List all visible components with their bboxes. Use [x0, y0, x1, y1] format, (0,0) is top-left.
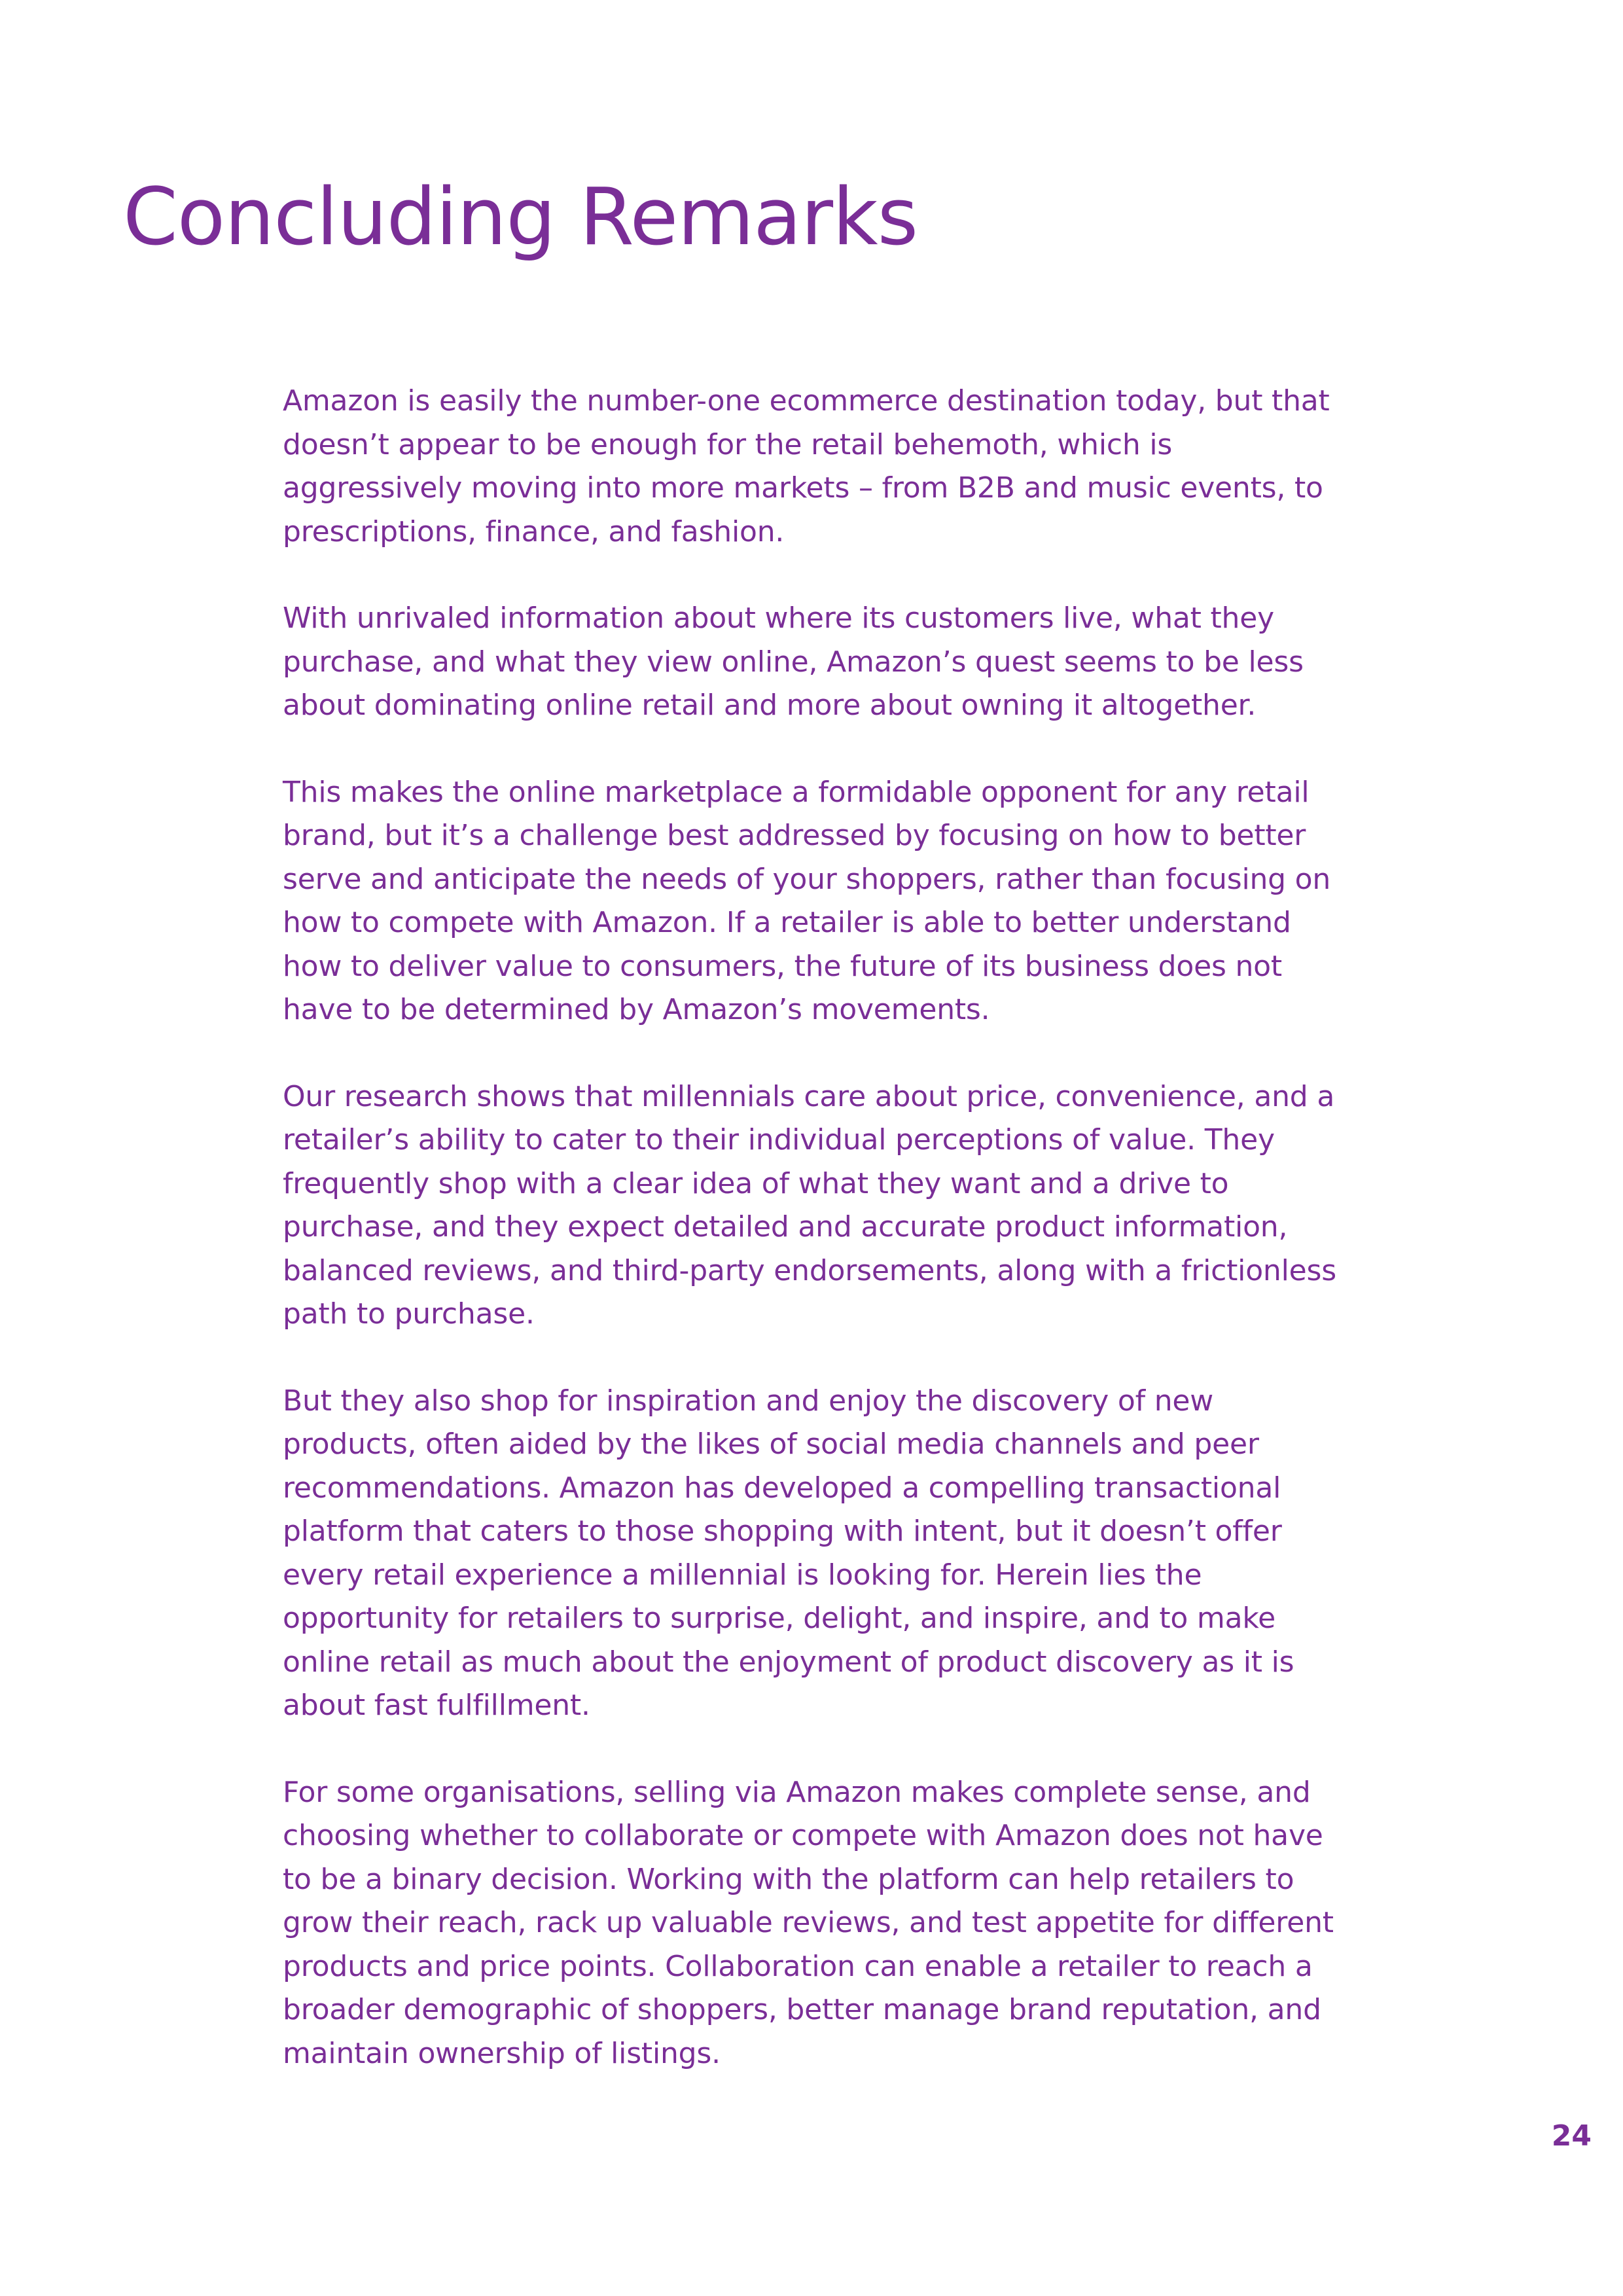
paragraph-collaborate-or-compete: For some organisations, selling via Amazon makes complete sense, and choosing whether to collaborate or compete with Amazon does not have to be a binary decision. Working with the platform can help retailers to grow their reach, rack up valuable reviews, and test appetite for different products and price points. Collaboration can enable a retailer to reach a broader demographic of shoppers, better manage brand reputation, and maintain ownership of listings. [283, 1775, 1334, 2070]
paragraph-millennial-research: Our research shows that millennials care about price, convenience, and a retailer’s ability to cater to their individual perceptions of value. They frequently shop with a clear idea of what they want and a drive to purchase, and they expect detailed and accurate product information, balanced reviews, and third-party endorsements, along with a frictionless path to purchase. [283, 1079, 1336, 1331]
paragraph-formidable-opponent: This makes the online marketplace a formidable opponent for any retail brand, but it’s a challenge best addressed by focusing on how to better serve and anticipate the needs of your shoppers, rather than focusing on how to compete with Amazon. If a retailer is able to better understand how to deliver value to consumers, the future of its business does not have to be determined by Amazon’s movements. [283, 775, 1331, 1026]
page-title: Concluding Remarks [123, 172, 918, 263]
paragraph-unrivaled-information: With unrivaled information about where its customers live, what they purchase, and what they view online, Amazon’s quest seems to be less about dominating online retail and more about owning it altogether. [283, 601, 1304, 722]
paragraph-amazon-destination: Amazon is easily the number-one ecommerce destination today, but that doesn’t appear to be enough for the retail behemoth, which is aggressively moving into more markets – from B2B and music events, to prescriptions, finance, and fashion. [283, 384, 1330, 548]
paragraph-inspiration-discovery: But they also shop for inspiration and enjoy the discovery of new products, often aided by the likes of social media channels and peer recommendations. Amazon has developed a compelling transactional platform that caters to those shopping with intent, but it doesn’t offer every retail experience a millennial is looking for. Herein lies the opportunity for retailers to surprise, delight, and inspire, and to make online retail as much about the enjoyment of product discovery as it is about fast fulfillment. [283, 1384, 1294, 1722]
page-number: 24 [1551, 2119, 1592, 2153]
body-text [283, 380, 1356, 2119]
